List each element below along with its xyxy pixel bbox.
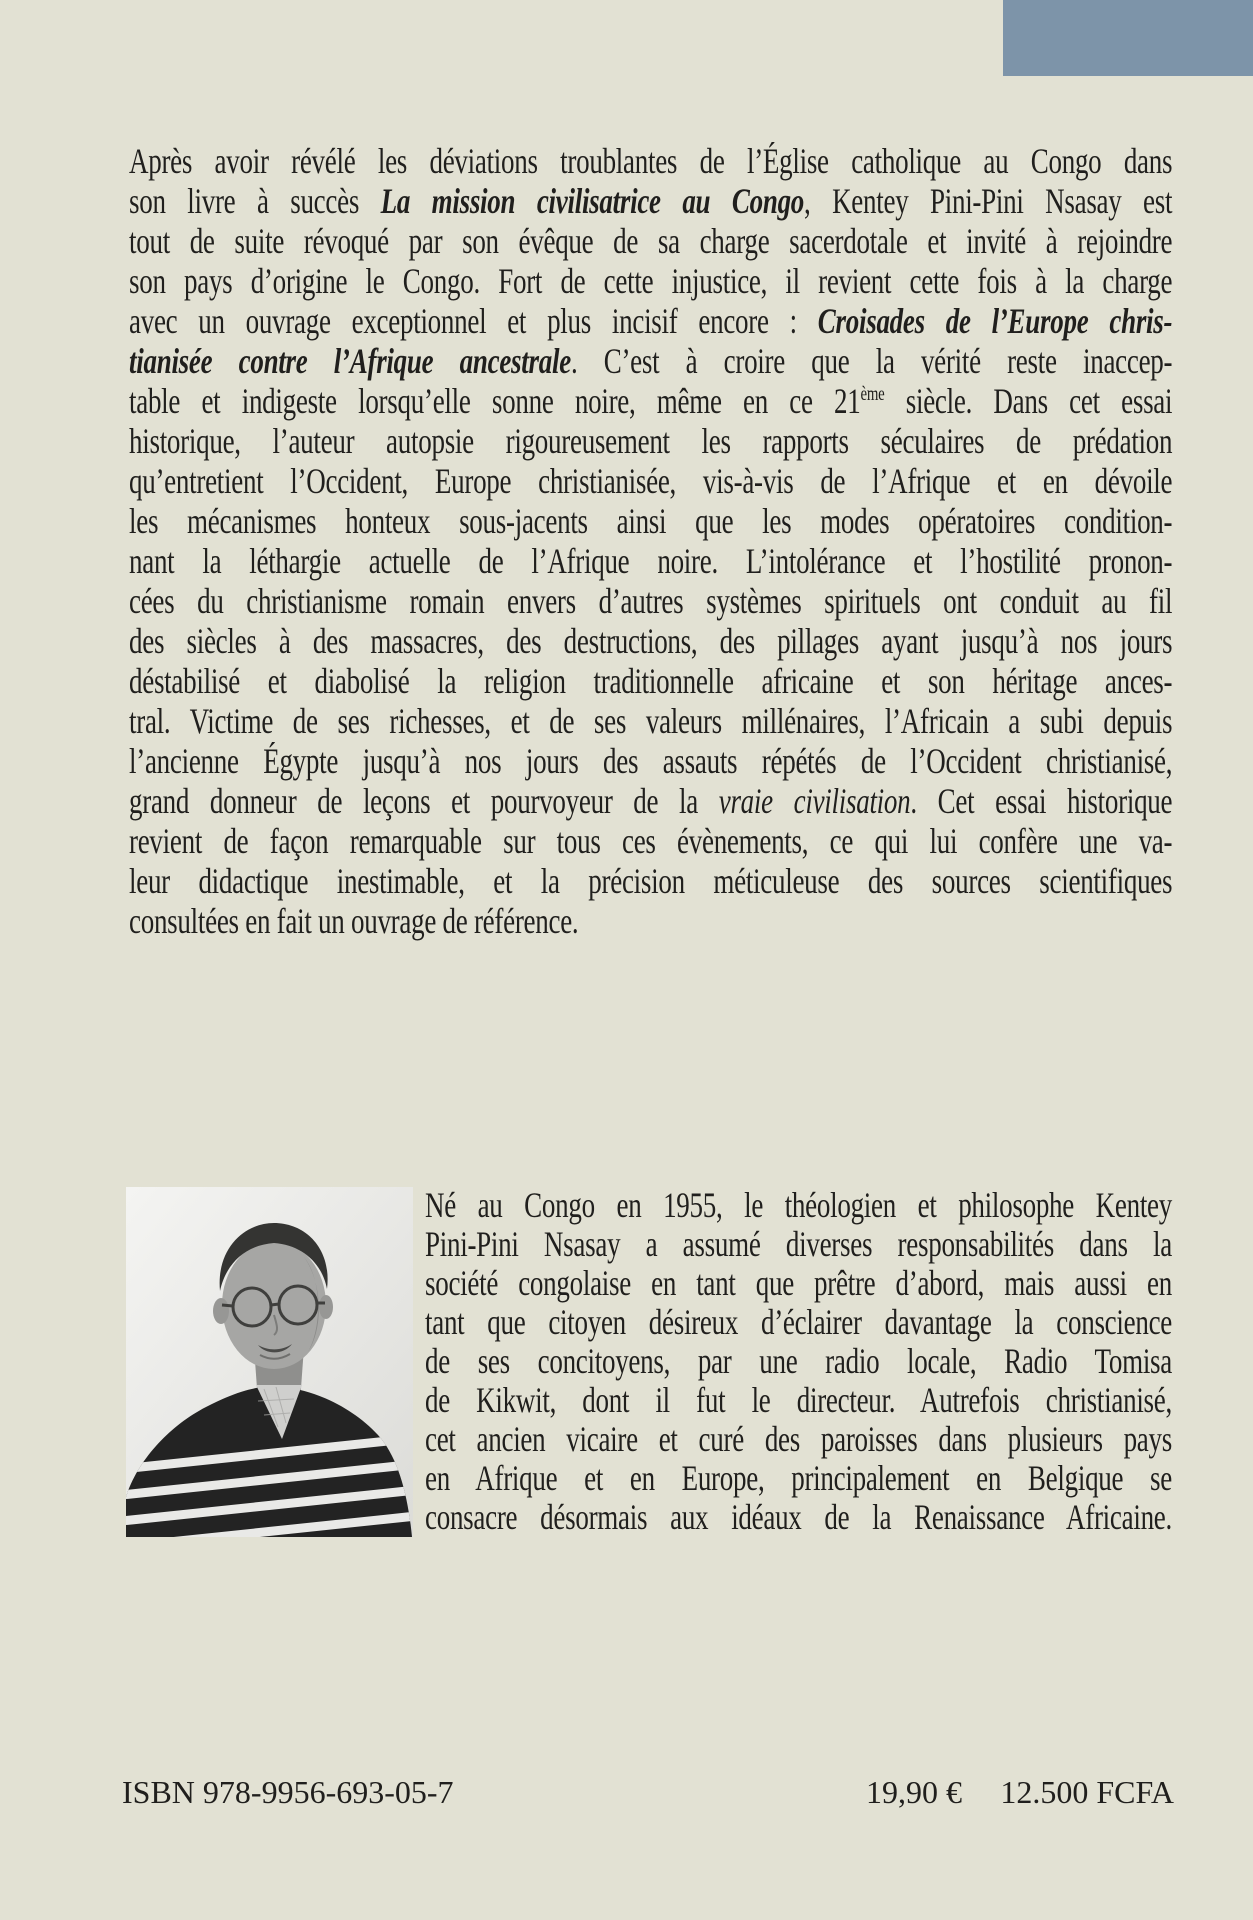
text-line	[129, 261, 1172, 301]
text-line	[129, 301, 1172, 341]
cover-accent-bar	[1003, 0, 1253, 76]
text-line	[425, 1498, 1172, 1537]
text-line	[425, 1420, 1172, 1459]
text-segment: , Kentey Pini-Pini Nsasay est	[804, 181, 1173, 221]
author-photo	[126, 1187, 413, 1537]
text-segment: tout de suite révoqué par son évêque de sa charge sacerdotale et invité à rejoindre	[129, 221, 1173, 261]
text-line	[129, 421, 1172, 461]
text-segment: avec un ouvrage exceptionnel et plus incisif encore :	[129, 301, 818, 341]
text-segment: qu’entretient l’Occident, Europe christianisée, vis-à-vis de l’Afrique et en dévoile	[129, 461, 1173, 501]
text-line	[129, 381, 1172, 421]
text-line	[129, 141, 1172, 181]
author-photo-illustration	[126, 1187, 413, 1537]
text-line	[129, 581, 1172, 621]
text-line	[129, 341, 1172, 381]
text-segment: Croisades de l’Europe chris-	[817, 301, 1173, 341]
text-line	[129, 661, 1172, 701]
text-segment: en Afrique et en Europe, principalement en Belgique se	[425, 1458, 1172, 1498]
text-segment: son livre à succès	[129, 181, 381, 221]
text-segment: nant la léthargie actuelle de l’Afrique noire. L’intolérance et l’hostilité pronon-	[129, 541, 1173, 581]
text-line	[129, 181, 1172, 221]
text-segment: société congolaise en tant que prêtre d’abord, mais aussi en	[425, 1263, 1172, 1303]
text-line	[129, 621, 1172, 661]
price-eur: 19,90 €	[866, 1774, 962, 1810]
text-line	[425, 1186, 1172, 1225]
text-segment: l’ancienne Égypte jusqu’à nos jours des assauts répétés de l’Occident christianisé,	[129, 741, 1173, 781]
text-line	[129, 821, 1172, 861]
text-segment: consacre désormais aux idéaux de la Renaissance Africaine.	[425, 1497, 1172, 1537]
text-segment: siècle. Dans cet essai	[884, 381, 1173, 421]
text-segment: Pini-Pini Nsasay a assumé diverses responsabilités dans la	[425, 1224, 1172, 1264]
text-segment: de Kikwit, dont il fut le directeur. Autrefois christianisé,	[425, 1380, 1172, 1420]
text-segment: les mécanismes honteux sous-jacents ainsi que les modes opératoires condition-	[129, 501, 1173, 541]
text-line	[129, 741, 1172, 781]
text-segment: . Cet essai historique	[910, 781, 1173, 821]
text-line	[425, 1459, 1172, 1498]
text-segment: grand donneur de leçons et pourvoyeur de la	[129, 781, 719, 821]
text-line	[129, 701, 1172, 741]
text-line	[425, 1342, 1172, 1381]
text-segment: cet ancien vicaire et curé des paroisses dans plusieurs pays	[425, 1419, 1172, 1459]
text-line	[425, 1381, 1172, 1420]
text-segment: leur didactique inestimable, et la précision méticuleuse des sources scientifiques	[129, 861, 1173, 901]
text-line	[129, 541, 1172, 581]
text-line	[129, 901, 1172, 941]
text-line	[425, 1225, 1172, 1264]
text-line	[425, 1303, 1172, 1342]
text-line	[129, 781, 1172, 821]
text-segment: La mission civilisatrice au Congo	[380, 181, 805, 221]
text-segment: tant que citoyen désireux d’éclairer davantage la conscience	[425, 1302, 1172, 1342]
text-segment: de ses concitoyens, par une radio locale, Radio Tomisa	[425, 1341, 1172, 1381]
text-segment: Après avoir révélé les déviations troublantes de l’Église catholique au Congo dans	[129, 141, 1173, 181]
text-segment: historique, l’auteur autopsie rigoureusement les rapports séculaires de prédation	[129, 421, 1173, 461]
text-segment: table et indigeste lorsqu’elle sonne noire, même en ce 21	[129, 381, 861, 421]
text-line	[425, 1264, 1172, 1303]
text-line	[129, 501, 1172, 541]
text-segment: cées du christianisme romain envers d’autres systèmes spirituels ont conduit au fil	[129, 581, 1173, 621]
isbn-number: ISBN 978-9956-693-05-7	[122, 1774, 454, 1810]
text-segment: ème	[860, 383, 885, 405]
text-segment: tral. Victime de ses richesses, et de ses valeurs millénaires, l’Africain a subi depuis	[129, 701, 1173, 741]
text-line	[129, 221, 1172, 261]
synopsis-paragraph	[129, 141, 1172, 941]
text-segment: déstabilisé et diabolisé la religion traditionnelle africaine et son héritage ances-	[129, 661, 1173, 701]
text-segment: revient de façon remarquable sur tous ces évènements, ce qui lui confère une va-	[129, 821, 1173, 861]
text-segment: tianisée contre l’Afrique ancestrale	[129, 341, 571, 381]
text-segment: des siècles à des massacres, des destructions, des pillages ayant jusqu’à nos jours	[129, 621, 1173, 661]
author-bio-paragraph	[425, 1186, 1172, 1537]
text-line	[129, 861, 1172, 901]
text-line	[129, 461, 1172, 501]
price-fcfa: 12.500 FCFA	[1000, 1774, 1174, 1810]
text-segment: consultées en fait un ouvrage de référence.	[129, 901, 579, 941]
text-segment: . C’est à croire que la vérité reste inaccep-	[570, 341, 1173, 381]
text-segment: son pays d’origine le Congo. Fort de cette injustice, il revient cette fois à la charge	[129, 261, 1173, 301]
text-segment: Né au Congo en 1955, le théologien et philosophe Kentey	[425, 1185, 1172, 1225]
text-segment: vraie civilisation	[718, 781, 911, 821]
